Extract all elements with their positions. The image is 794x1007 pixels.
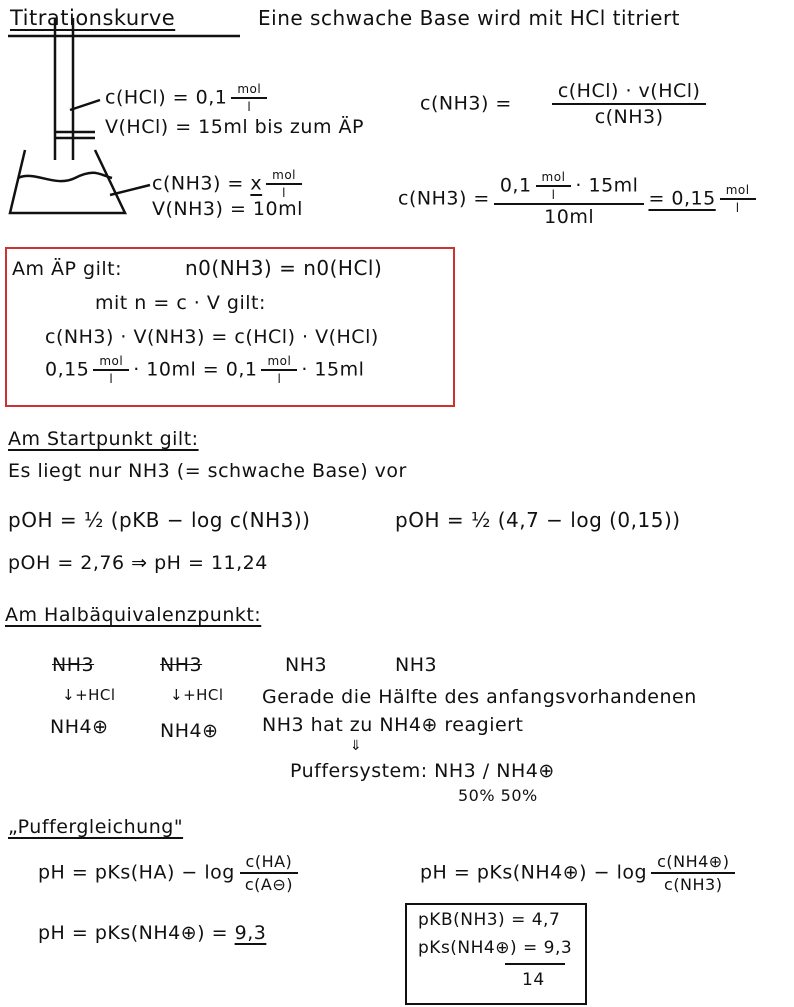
buffer-general: pH = pKs(HA) − log $\frac{c(HA)}{c(A⊖)}$ [38,852,303,894]
startpoint-heading: Am Startpunkt gilt: [8,428,199,450]
buffer-equation-heading: „Puffergleichung" [8,816,184,838]
pks-line: pKs(NH4⊕) = 9,3 [418,938,573,958]
v-nh3: V(NH3) = 10ml [152,198,303,220]
equivalence-heading: Am ÄP gilt: [12,258,123,280]
pk-sum: 14 [522,970,545,990]
calc-c-nh3: c(NH3) = 0,1 $\frac{\text{mol}}{l}$ · 15ml 10ml = 0,15 $\frac{\text{mol}}{l}$ [398,170,760,228]
v-hcl: V(HCl) = 15ml bis zum ÄP [105,116,364,138]
species-4: NH3 [395,654,438,676]
buffer-ratio: 50% 50% [458,786,538,805]
equivalence-eq4: 0,15 $\frac{\text{mol}}{l}$ · 10ml = 0,1 $\frac{\text{mol}}{l}$ · 15ml [45,354,365,386]
buffer-specific: pH = pKs(NH4⊕) − log $\frac{c(NH4\oplus)}{c(NH3)}$ [420,852,739,894]
pkb-line: pKB(NH3) = 4,7 [418,910,561,930]
startpoint-text: Es liegt nur NH3 (= schwache Base) vor [8,460,407,482]
equivalence-eq3: c(NH3) · V(NH3) = c(HCl) · V(HCl) [45,326,379,348]
buffer-result: pH = pKs(NH4⊕) = 9,3 [38,922,267,944]
reaction-arrow-1: ↓+HCl [62,686,116,704]
page-subtitle: Eine schwache Base wird mit HCl titriert [258,6,681,30]
species-3: NH3 [285,654,328,676]
species-2: NH3 [160,654,203,676]
half-text-2: NH3 hat zu NH4⊕ reagiert [262,714,524,736]
c-hcl: c(HCl) = 0,1 $\frac{\text{mol}}{l}$ [105,82,271,114]
implies-arrow: ⇓ [350,738,363,754]
product-2: NH4⊕ [160,720,219,742]
sum-line [505,963,565,965]
half-equivalence-heading: Am Halbäquivalenzpunkt: [5,604,262,626]
poh-values: pOH = ½ (4,7 − log (0,15)) [395,508,681,532]
species-1: NH3 [52,654,95,676]
poh-formula: pOH = ½ (pKB − log c(NH3)) [8,508,311,532]
formula-c-nh3: c(NH3) = $\frac{\text{c(HCl) · v(HCl)}}{c(NH3)}$ [420,80,710,128]
c-nh3: c(NH3) = x $\frac{\text{mol}}{l}$ [152,168,306,200]
product-1: NH4⊕ [50,716,109,738]
reaction-arrow-2: ↓+HCl [170,686,224,704]
startpoint-result: pOH = 2,76 ⇒ pH = 11,24 [8,552,268,574]
half-text-1: Gerade die Hälfte des anfangsvorhandenen [262,686,697,708]
buffer-system: Puffersystem: NH3 / NH4⊕ [290,760,555,782]
page-title: Titrationskurve [10,6,176,30]
equivalence-eq2: mit n = c · V gilt: [95,292,266,314]
equivalence-eq1: n0(NH3) = n0(HCl) [185,256,383,280]
